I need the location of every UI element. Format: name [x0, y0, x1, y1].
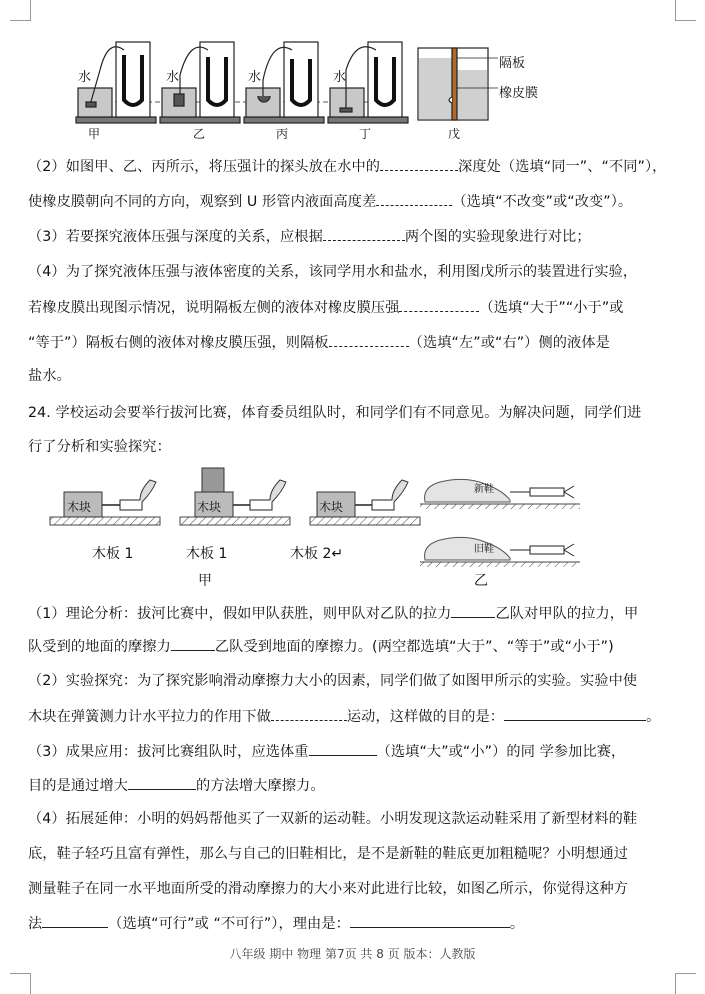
blank-reason[interactable] — [350, 912, 510, 928]
crop-mark-bottom-left — [10, 973, 31, 994]
water-label-c: 水 — [248, 70, 262, 85]
blank-height-diff[interactable] — [376, 190, 452, 206]
caption-yi-2: 乙 — [474, 573, 488, 589]
water-label-b: 水 — [166, 70, 180, 85]
friction-experiment-figure — [40, 462, 600, 592]
water-label-d: 水 — [333, 70, 347, 85]
crop-mark-top-left — [10, 0, 31, 21]
block-label-3: 木块 — [319, 500, 344, 514]
page-footer: 八年级 期中 物理 第7页 共 8 页 版本：人教版 — [229, 947, 476, 961]
caption-ding-1: 丁 — [359, 127, 372, 141]
q24-p4-line4: 法 （选填“可行”或 “不可行”），理由是： 。 — [28, 912, 681, 935]
q23-p4-line3: “等于”）隔板右侧的液体对橡皮膜压强，则隔板 （选填“左”或“右”）侧的液体是 — [28, 331, 681, 354]
q24-p4-line2: 底，鞋子轻巧且富有弹性，那么与自己的旧鞋相比，是不是新鞋的鞋底更加粗糙呢？小明想通过 — [28, 846, 629, 862]
q24-p4-line3: 测量鞋子在同一水平地面所受的滑动摩擦力的大小来对此进行比较，如图乙所示，你觉得这种方 — [28, 881, 629, 897]
board-label-1: 木板 1 — [92, 546, 134, 562]
old-shoe-label: 旧鞋 — [474, 544, 494, 555]
caption-jia-1: 甲 — [88, 127, 101, 141]
blank-side[interactable] — [329, 331, 409, 347]
blank-same-depth[interactable] — [380, 155, 458, 171]
caption-yi-1: 乙 — [193, 127, 206, 141]
board-label-2: 木板 1 — [186, 546, 228, 562]
pressure-experiment-figure — [68, 30, 548, 145]
q24-p2-line1: （2）实验探究：为了探究影响滑动摩擦力大小的因素，同学们做了如图甲所示的实验。实验中使 — [28, 673, 638, 689]
blank-feasible[interactable] — [42, 912, 108, 928]
q23-p2-line2: 使橡皮膜朝向不同的方向，观察到 U 形管内液面高度差 （选填“不改变”或“改变”）。 — [28, 190, 681, 213]
blank-ground-friction[interactable] — [171, 635, 215, 651]
water-label-a: 水 — [78, 70, 92, 85]
crop-mark-bottom-right — [675, 973, 696, 994]
blank-motion-type[interactable] — [271, 705, 347, 721]
crop-mark-top-right — [675, 0, 696, 21]
block-label-1: 木块 — [67, 500, 92, 514]
q23-p4-line4: 盐水。 — [28, 368, 71, 384]
q23-p2-line1: （2）如图甲、乙、丙所示，将压强计的探头放在水中的 深度处（选填“同一”、“不同”）， — [28, 155, 681, 178]
q23-p4-line2: 若橡皮膜出现图示情况，说明隔板左侧的液体对橡皮膜压强 （选填“大于”“小于”或 — [28, 296, 681, 319]
callout-membrane: 橡皮膜 — [499, 86, 539, 101]
q23-p4-line1: （4）为了探究液体压强与液体密度的关系，该同学用水和盐水，利用图戊所示的装置进行实验， — [28, 264, 638, 280]
new-shoe-label: 新鞋 — [474, 484, 494, 495]
blank-pull-force[interactable] — [451, 602, 495, 618]
caption-bing-1: 丙 — [276, 127, 289, 141]
q24-p2-line2: 木块在弹簧测力计水平拉力的作用下做 运动，这样做的目的是： 。 — [28, 705, 681, 728]
q24-p1-line2: 队受到的地面的摩擦力 乙队受到地面的摩擦力。(两空都选填“大于”、“等于”或“小于”) — [28, 635, 681, 658]
blank-purpose[interactable] — [504, 705, 646, 721]
blank-weight[interactable] — [309, 740, 377, 756]
board-label-3: 木板 2↵ — [290, 546, 344, 562]
blank-pressure-compare[interactable] — [399, 296, 479, 312]
blank-two-figures[interactable] — [323, 225, 405, 241]
block-label-2: 木块 — [197, 500, 222, 514]
q24-p1-line1: （1）理论分析：拔河比赛中，假如甲队获胜，则甲队对乙队的拉力 乙队对甲队的拉力，甲 — [28, 602, 681, 625]
q24-p3-line2: 目的是通过增大 的方法增大摩擦力。 — [28, 774, 681, 797]
callout-partition: 隔板 — [499, 56, 526, 71]
q23-p3: （3）若要探究液体压强与深度的关系，应根据 两个图的实验现象进行对比； — [28, 225, 681, 248]
q24-p3-line1: （3）成果应用：拔河比赛组队时，应选体重 （选填“大”或“小”）的同 学参加比赛， — [28, 740, 681, 763]
caption-jia-2: 甲 — [198, 573, 212, 589]
blank-method[interactable] — [128, 774, 196, 790]
q24-intro-line1: 24. 学校运动会要举行拔河比赛，体育委员组队时，和同学们有不同意见。为解决问题，同学们进 — [28, 405, 642, 421]
caption-wu-1: 戊 — [448, 127, 461, 141]
q24-intro-line2: 行了分析和实验探究： — [28, 439, 171, 455]
q24-p4-line1: （4）拓展延伸：小明的妈妈帮他买了一双新的运动鞋。小明发现这款运动鞋采用了新型材料的鞋 — [28, 811, 638, 827]
